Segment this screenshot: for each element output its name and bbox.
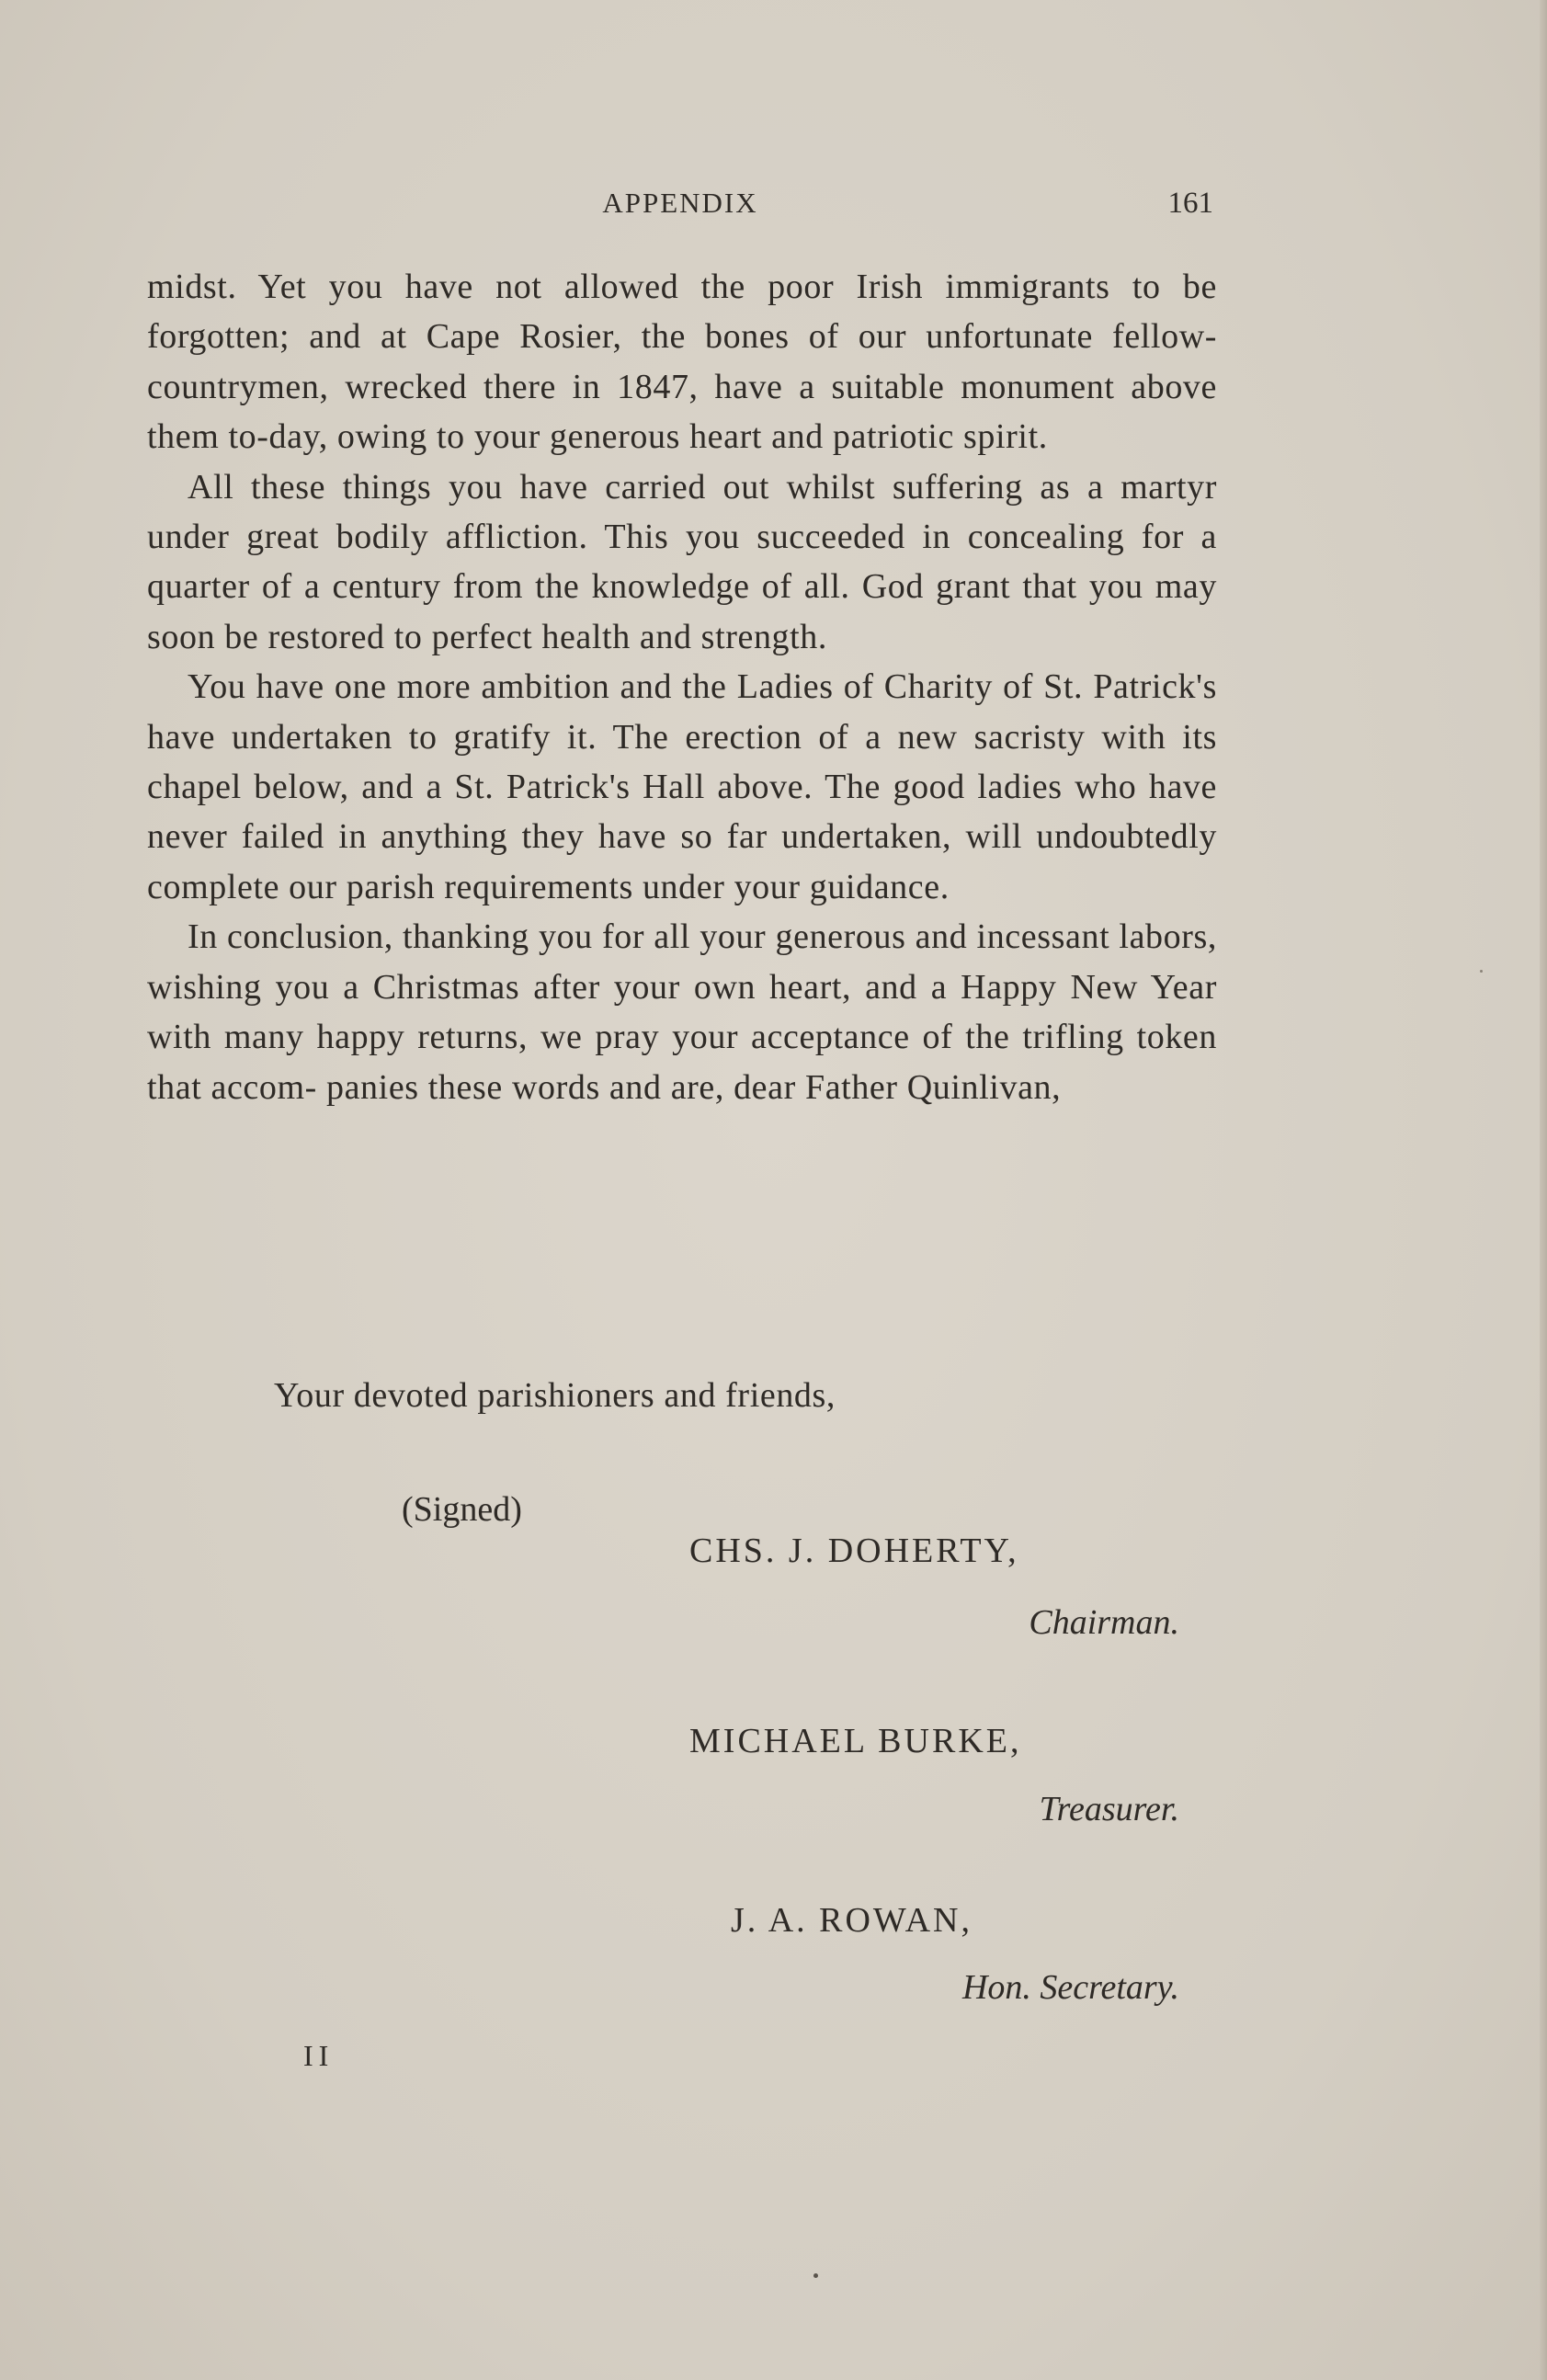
signatory-name: MICHAEL BURKE, bbox=[689, 1722, 1022, 1760]
signature-mark: II bbox=[303, 2039, 335, 2072]
closing-line: Your devoted parishioners and friends, bbox=[274, 1376, 836, 1415]
signatory-title: Treasurer. bbox=[1039, 1790, 1179, 1828]
paragraph: All these things you have carried out whilst suffering as a martyr under great bodily affliction. This you succeeded in concealing for a quarter of a century from the knowledge of all. God grant that you may soon be restored to perfect health and strength. bbox=[147, 467, 1217, 656]
signatory-title: Chairman. bbox=[1029, 1603, 1179, 1642]
body-text bbox=[147, 262, 1217, 1112]
paragraph: In conclusion, thanking you for all your generous and incessant labors, wishing you a Christmas after your own heart, and a Happy New Year with many happy returns, we pray your acceptance of the trifling token that accom- panies these words and are, dear Father Quinlivan, bbox=[147, 917, 1217, 1107]
signed-label: (Signed) bbox=[402, 1490, 522, 1529]
running-head bbox=[147, 187, 1213, 227]
paragraph: midst. Yet you have not allowed the poor Irish immigrants to be forgotten; and at Cape Rosier, the bones of our unfortunate fellow-countrymen, wrecked there in 1847, have a suitable monument above them to-day, owing to your generous heart and patriotic spirit. bbox=[147, 268, 1217, 457]
signatory-title: Hon. Secretary. bbox=[961, 1968, 1179, 2007]
signatory-name: J. A. ROWAN, bbox=[731, 1901, 973, 1940]
page-number: 161 bbox=[1167, 187, 1213, 220]
running-title: APPENDIX bbox=[602, 187, 758, 219]
paper-speck bbox=[1480, 970, 1483, 973]
signatory-name: CHS. J. DOHERTY, bbox=[689, 1532, 1019, 1570]
page-edge bbox=[1540, 0, 1547, 2380]
paper-speck bbox=[813, 2273, 818, 2278]
paragraph: You have one more ambition and the Ladies of Charity of St. Patrick's have undertaken to gratify it. The erection of a new sacristy with its chapel below, and a St. Patrick's Hall above. The good ladies who have never failed in anything they have so far undertaken, will undoubtedly complete our parish requirements under your guidance. bbox=[147, 667, 1217, 906]
